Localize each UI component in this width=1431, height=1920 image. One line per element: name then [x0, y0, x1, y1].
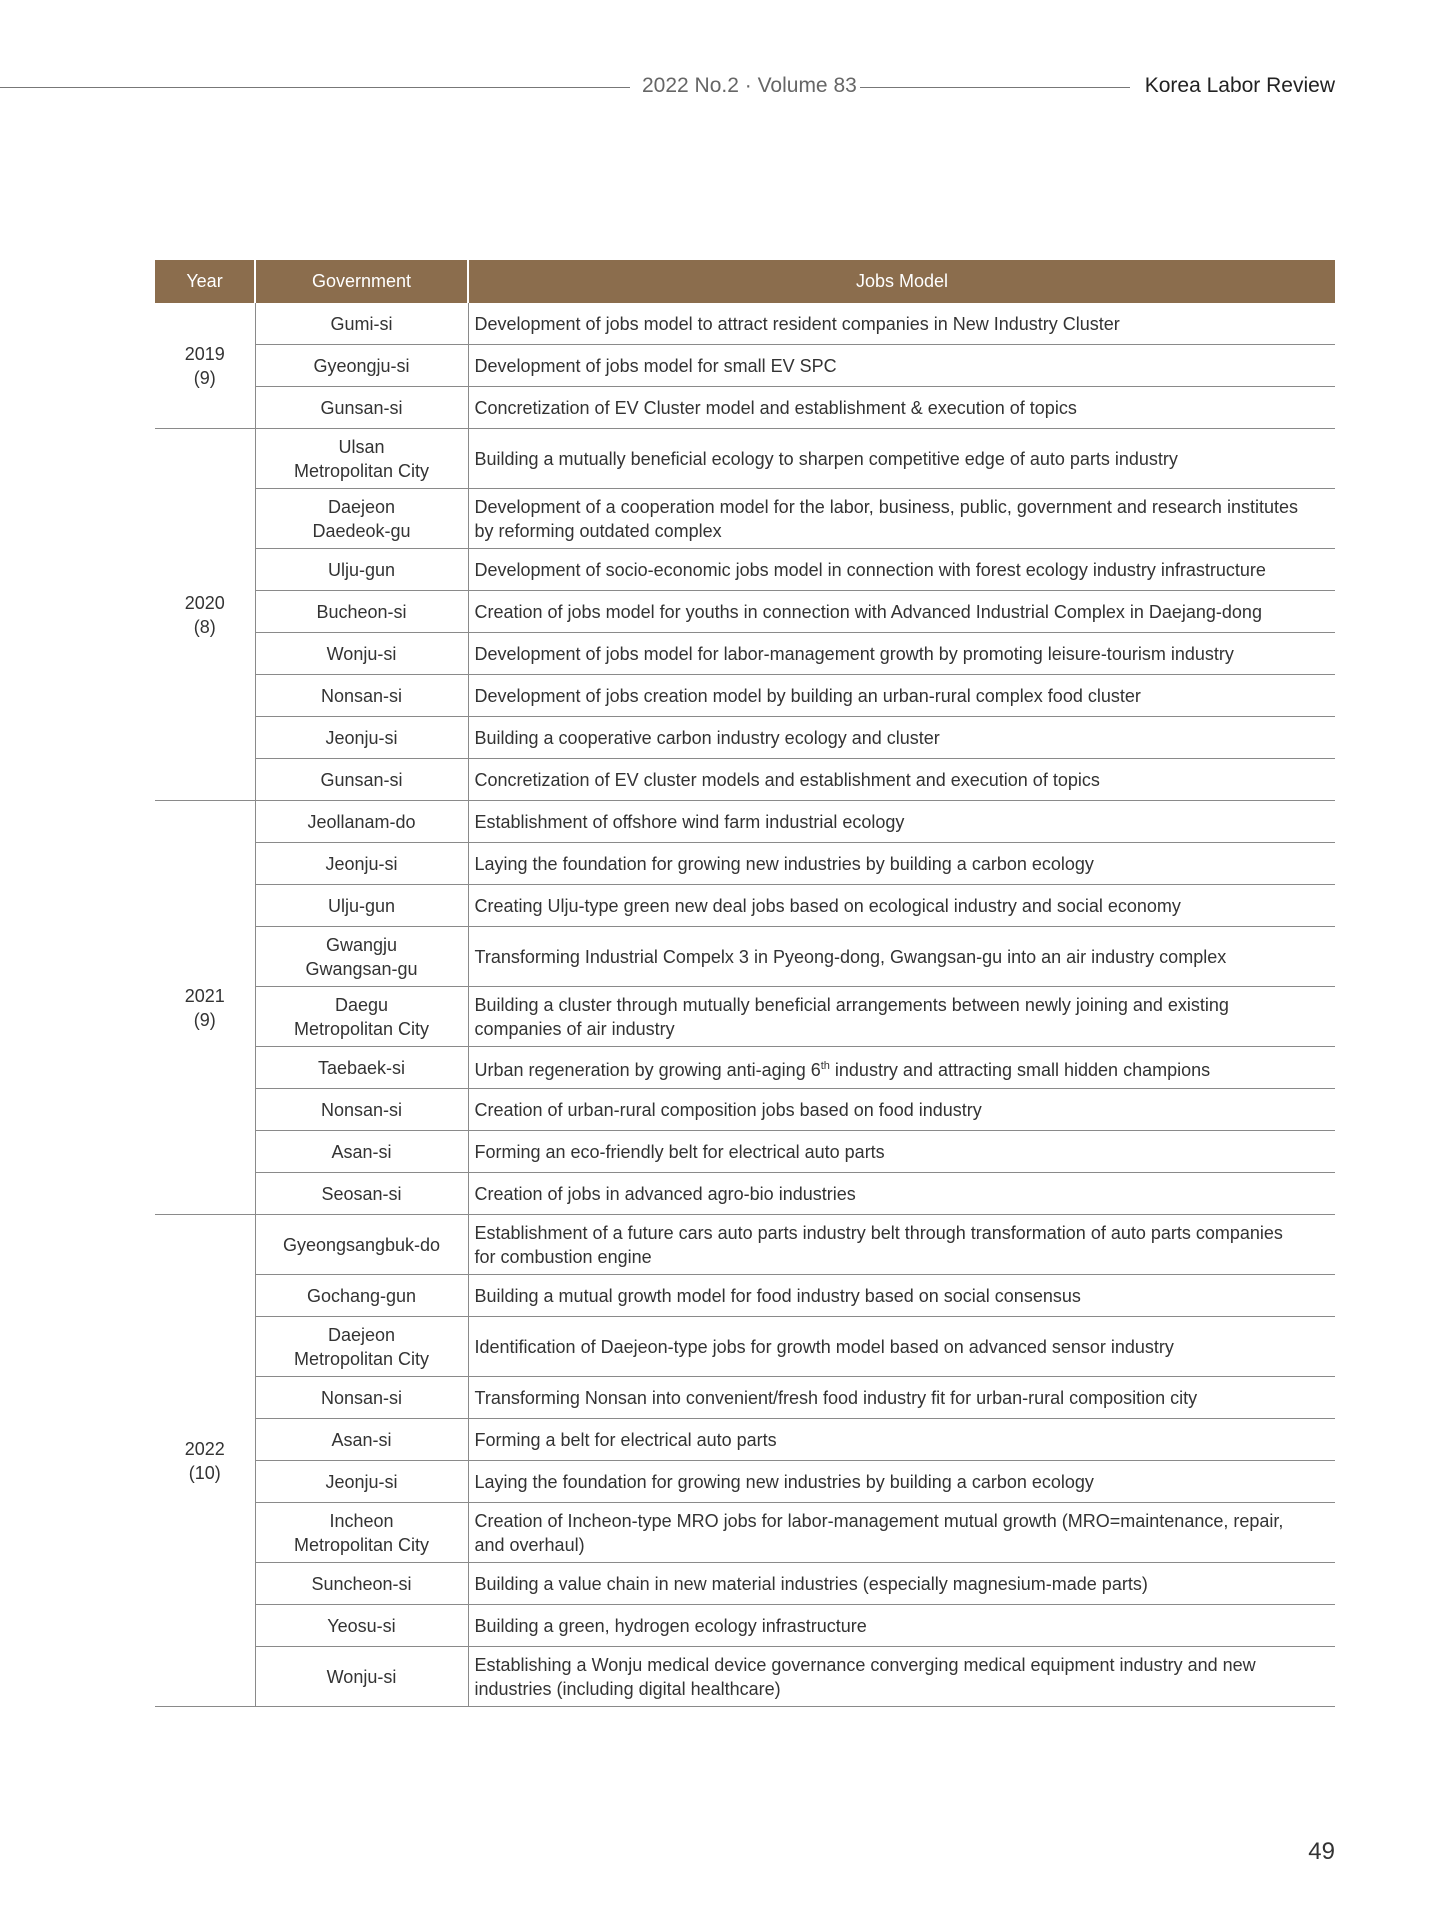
government-name: Jeonju-si	[325, 853, 398, 874]
jobs-model-text: Development of jobs model for small EV SPC	[474, 355, 837, 376]
jobs-model-text: Development of jobs model to attract resident companies in New Industry Cluster	[474, 313, 1120, 334]
jobs-model-cell	[468, 1089, 1335, 1131]
table-row	[155, 801, 1335, 843]
jobs-model-text: Building a value chain in new material industries (especially magnesium-made parts)	[474, 1573, 1148, 1594]
jobs-model-cell	[468, 1317, 1335, 1377]
jobs-model-cell	[468, 1605, 1335, 1647]
government-name: Gyeongju-si	[313, 355, 410, 376]
government-name: Gunsan-si	[320, 397, 403, 418]
government-name: Jeonju-si	[325, 1471, 398, 1492]
government-cell	[255, 1377, 468, 1419]
jobs-model-text: Creation of jobs in advanced agro-bio industries	[474, 1183, 856, 1204]
government-cell	[255, 489, 468, 549]
government-cell	[255, 549, 468, 591]
jobs-model-text: Development of a cooperation model for the labor, business, public, government and research institutes by reforming outdated complex	[474, 496, 1298, 541]
jobs-model-text: Urban regeneration by growing anti-aging 6th industry and attracting small hidden champions	[474, 1059, 1211, 1080]
jobs-model-cell	[468, 843, 1335, 885]
column-header-government: Government	[255, 260, 468, 303]
government-name: Asan-si	[331, 1429, 392, 1450]
year-count: (10)	[188, 1462, 221, 1483]
government-cell	[255, 591, 468, 633]
government-cell	[255, 1461, 468, 1503]
government-cell	[255, 429, 468, 489]
government-cell	[255, 987, 468, 1047]
jobs-model-cell	[468, 1275, 1335, 1317]
jobs-model-cell	[468, 429, 1335, 489]
government-name: Suncheon-si	[311, 1573, 412, 1594]
jobs-model-text: Building a green, hydrogen ecology infrastructure	[474, 1615, 867, 1636]
jobs-model-cell	[468, 1377, 1335, 1419]
table-row	[155, 1377, 1335, 1419]
table-header-row	[155, 260, 1335, 303]
year-value: 2020	[184, 592, 225, 613]
government-cell	[255, 1215, 468, 1275]
jobs-model-cell	[468, 489, 1335, 549]
jobs-model-text: Laying the foundation for growing new industries by building a carbon ecology	[474, 853, 1094, 874]
jobs-model-text: Development of jobs creation model by building an urban-rural complex food cluster	[474, 685, 1141, 706]
government-cell	[255, 1647, 468, 1707]
government-cell	[255, 675, 468, 717]
table-row	[155, 927, 1335, 987]
table-row	[155, 1461, 1335, 1503]
jobs-model-text: Creation of jobs model for youths in connection with Advanced Industrial Complex in Daejang-dong	[474, 601, 1262, 622]
table-row	[155, 387, 1335, 429]
government-cell	[255, 1275, 468, 1317]
year-value: 2022	[184, 1438, 225, 1459]
header-rule-right	[860, 87, 1130, 88]
jobs-model-text: Building a cooperative carbon industry ecology and cluster	[474, 727, 940, 748]
year-cell	[155, 303, 255, 429]
table-row	[155, 489, 1335, 549]
year-cell	[155, 429, 255, 801]
government-name: Taebaek-si	[317, 1057, 406, 1078]
government-name: Gumi-si	[330, 313, 393, 334]
jobs-model-cell	[468, 1503, 1335, 1563]
government-name: Jeollanam-do	[307, 811, 416, 832]
jobs-model-cell	[468, 549, 1335, 591]
journal-title: Korea Labor Review	[1144, 74, 1335, 97]
jobs-model-cell	[468, 1047, 1335, 1089]
jobs-model-text: Development of socio-economic jobs model in connection with forest ecology industry infrastructure	[474, 559, 1266, 580]
jobs-model-text: Building a mutually beneficial ecology to sharpen competitive edge of auto parts industry	[474, 448, 1178, 469]
column-header-year: Year	[155, 260, 255, 303]
government-name: Bucheon-si	[316, 601, 407, 622]
jobs-model-cell	[468, 885, 1335, 927]
table-row	[155, 549, 1335, 591]
year-cell	[155, 801, 255, 1215]
table-row	[155, 633, 1335, 675]
government-name: Ulju-gun	[327, 559, 396, 580]
table-row	[155, 987, 1335, 1047]
government-cell	[255, 1317, 468, 1377]
government-cell	[255, 1563, 468, 1605]
table-row	[155, 759, 1335, 801]
government-cell	[255, 759, 468, 801]
table-row	[155, 1605, 1335, 1647]
year-count: (8)	[193, 616, 216, 637]
table-row	[155, 345, 1335, 387]
header-rule-left	[0, 87, 630, 88]
government-name: Nonsan-si	[320, 1387, 403, 1408]
government-name: Daejeon Metropolitan City	[293, 1324, 430, 1369]
table-row	[155, 1215, 1335, 1275]
government-name: Ulsan Metropolitan City	[293, 436, 430, 481]
table-row	[155, 1173, 1335, 1215]
government-name: Gwangju Gwangsan-gu	[305, 934, 418, 979]
government-cell	[255, 387, 468, 429]
table-row	[155, 1089, 1335, 1131]
jobs-model-text: Creating Ulju-type green new deal jobs based on ecological industry and social economy	[474, 895, 1181, 916]
government-cell	[255, 1131, 468, 1173]
year-cell	[155, 1215, 255, 1707]
jobs-model-cell	[468, 987, 1335, 1047]
jobs-model-text: Development of jobs model for labor-management growth by promoting leisure-tourism industry	[474, 643, 1234, 664]
table-row	[155, 885, 1335, 927]
jobs-model-text: Identification of Daejeon-type jobs for growth model based on advanced sensor industry	[474, 1336, 1174, 1357]
jobs-model-text: Forming an eco-friendly belt for electrical auto parts	[474, 1141, 885, 1162]
year-value: 2021	[184, 985, 225, 1006]
year-value: 2019	[184, 343, 225, 364]
jobs-model-text: Creation of Incheon-type MRO jobs for labor-management mutual growth (MRO=maintenance, repair, and overhaul)	[474, 1510, 1284, 1555]
jobs-model-cell	[468, 1461, 1335, 1503]
government-cell	[255, 303, 468, 345]
table-row	[155, 843, 1335, 885]
government-cell	[255, 1173, 468, 1215]
government-cell	[255, 1605, 468, 1647]
table-row	[155, 303, 1335, 345]
jobs-model-cell	[468, 1563, 1335, 1605]
government-cell	[255, 1047, 468, 1089]
jobs-model-cell	[468, 927, 1335, 987]
running-header	[0, 72, 1335, 102]
government-cell	[255, 885, 468, 927]
government-name: Gochang-gun	[306, 1285, 417, 1306]
government-cell	[255, 927, 468, 987]
jobs-model-text: Laying the foundation for growing new industries by building a carbon ecology	[474, 1471, 1094, 1492]
table-row	[155, 429, 1335, 489]
issue-label: 2022 No.2 · Volume 83	[642, 74, 857, 97]
table-body	[155, 303, 1335, 1707]
government-name: Gunsan-si	[320, 769, 403, 790]
table-row	[155, 1647, 1335, 1707]
jobs-model-text: Establishment of offshore wind farm industrial ecology	[474, 811, 905, 832]
jobs-model-cell	[468, 345, 1335, 387]
jobs-model-cell	[468, 591, 1335, 633]
government-cell	[255, 717, 468, 759]
jobs-model-text: Establishment of a future cars auto parts industry belt through transformation of auto parts companies for combustion engine	[474, 1222, 1283, 1267]
table-row	[155, 1275, 1335, 1317]
government-cell	[255, 1089, 468, 1131]
jobs-model-cell	[468, 675, 1335, 717]
government-name: Wonju-si	[326, 643, 397, 664]
government-name: Daegu Metropolitan City	[293, 994, 430, 1039]
jobs-model-cell	[468, 1173, 1335, 1215]
jobs-model-text: Building a cluster through mutually beneficial arrangements between newly joining and existing companies of air industry	[474, 994, 1229, 1039]
table-row	[155, 1419, 1335, 1461]
table-row	[155, 1563, 1335, 1605]
government-name: Ulju-gun	[327, 895, 396, 916]
government-cell	[255, 1419, 468, 1461]
jobs-model-text: Establishing a Wonju medical device governance converging medical equipment industry and new industries (including digital healthcare)	[474, 1654, 1256, 1699]
year-count: (9)	[193, 1009, 216, 1030]
table-row	[155, 675, 1335, 717]
jobs-model-text: Creation of urban-rural composition jobs based on food industry	[474, 1099, 982, 1120]
government-name: Jeonju-si	[325, 727, 398, 748]
government-cell	[255, 345, 468, 387]
government-name: Nonsan-si	[320, 1099, 403, 1120]
column-header-jobs-model: Jobs Model	[468, 260, 1335, 303]
government-cell	[255, 843, 468, 885]
government-name: Incheon Metropolitan City	[293, 1510, 430, 1555]
jobs-model-text: Forming a belt for electrical auto parts	[474, 1429, 777, 1450]
jobs-model-text: Concretization of EV cluster models and establishment and execution of topics	[474, 769, 1100, 790]
government-name: Daejeon Daedeok-gu	[312, 496, 411, 541]
table-row	[155, 717, 1335, 759]
jobs-model-cell	[468, 387, 1335, 429]
jobs-model-text: Building a mutual growth model for food industry based on social consensus	[474, 1285, 1081, 1306]
table-row	[155, 1047, 1335, 1089]
year-count: (9)	[193, 367, 216, 388]
jobs-model-cell	[468, 717, 1335, 759]
government-name: Yeosu-si	[327, 1615, 396, 1636]
jobs-model-table	[155, 260, 1335, 1707]
table-row	[155, 1131, 1335, 1173]
jobs-model-cell	[468, 1419, 1335, 1461]
jobs-model-cell	[468, 303, 1335, 345]
government-name: Gyeongsangbuk-do	[282, 1234, 441, 1255]
government-cell	[255, 1503, 468, 1563]
government-cell	[255, 633, 468, 675]
government-name: Wonju-si	[326, 1666, 397, 1687]
jobs-model-text: Concretization of EV Cluster model and establishment & execution of topics	[474, 397, 1077, 418]
jobs-model-cell	[468, 1647, 1335, 1707]
government-name: Nonsan-si	[320, 685, 403, 706]
page-number: 49	[1308, 1838, 1335, 1865]
jobs-model-cell	[468, 801, 1335, 843]
jobs-model-cell	[468, 1215, 1335, 1275]
table-row	[155, 1317, 1335, 1377]
government-name: Seosan-si	[321, 1183, 402, 1204]
jobs-model-text: Transforming Industrial Compelx 3 in Pyeong-dong, Gwangsan-gu into an air industry complex	[474, 946, 1227, 967]
jobs-model-cell	[468, 1131, 1335, 1173]
jobs-model-cell	[468, 759, 1335, 801]
government-name: Asan-si	[331, 1141, 392, 1162]
government-cell	[255, 801, 468, 843]
table-row	[155, 1503, 1335, 1563]
jobs-model-cell	[468, 633, 1335, 675]
table-row	[155, 591, 1335, 633]
jobs-model-text: Transforming Nonsan into convenient/fresh food industry fit for urban-rural composition city	[474, 1387, 1198, 1408]
